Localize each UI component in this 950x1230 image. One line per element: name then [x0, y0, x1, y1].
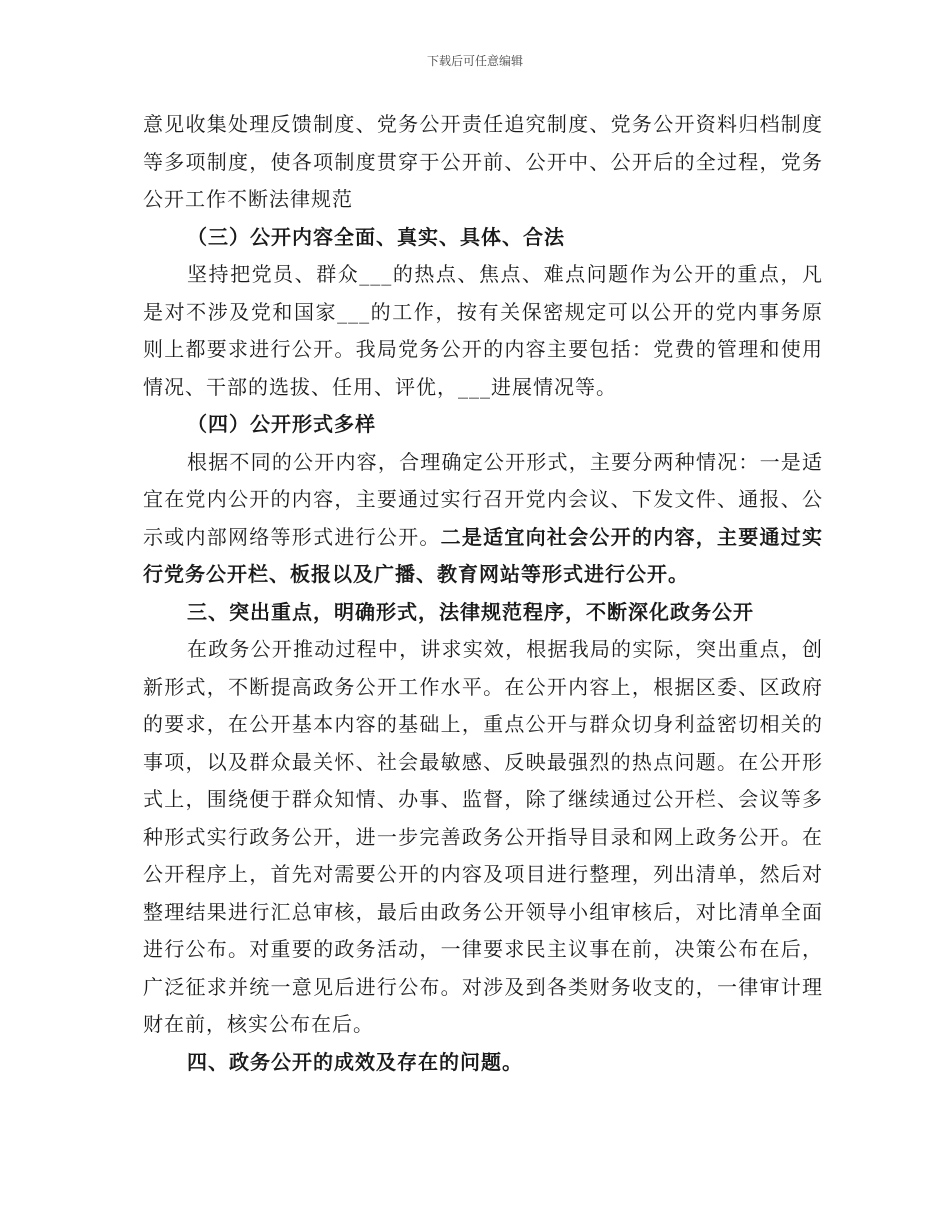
paragraph-content-scope: 坚持把党员、群众___的热点、焦点、难点问题作为公开的重点，凡是对不涉及党和国家___的工作，按有关保密规定可以公开的党内事务原则上都要求进行公开。我局党务公开的内容主要包括：党费的管理和使用情况、干部的选拔、任用、评优，___进展情况等。	[143, 262, 823, 399]
subheading-three: （三）公开内容全面、真实、具体、合法	[187, 224, 565, 249]
paragraph-forms	[143, 444, 823, 594]
subheading-four: （四）公开形式多样	[187, 412, 376, 436]
paragraph-government-affairs: 在政务公开推动过程中，讲求实效，根据我局的实际，突出重点，创新形式，不断提高政务公开工作水平。在公开内容上，根据区委、区政府的要求，在公开基本内容的基础上，重点公开与群众切身利益密切相关的事项，以及群众最关怀、社会最敏感、反映最强烈的热点问题。在公开形式上，围绕便于群众知情、办事、监督，除了继续通过公开栏、会议等多种形式实行政务公开，进一步完善政务公开指导目录和网上政务公开。在公开程序上，首先对需要公开的内容及项目进行整理，列出清单，然后对整理结果进行汇总审核，最后由政务公开领导小组审核后，对比清单全面进行公布。对重要的政务活动，一律要求民主议事在前，决策公布在后，广泛征求并统一意见后进行公布。对涉及到各类财务收支的，一律审计理财在前，核实公布在后。	[143, 637, 823, 1036]
section-heading-three: 三、突出重点，明确形式，法律规范程序，不断深化政务公开	[187, 599, 754, 624]
section-heading-four: 四、政务公开的成效及存在的问题。	[187, 1049, 523, 1074]
document-body	[143, 106, 823, 1081]
paragraph-forms-normal: 根据不同的公开内容，合理确定公开形式，主要分两种情况：一是适宜在党内公开的内容，主要通过实行召开党内会议、下发文件、通报、公示或内部网络等形式进行公开。	[143, 449, 823, 549]
paragraph-forms-bold: 二是适宜向社会公开的内容，主要通过实行党务公开栏、板报以及广播、教育网站等形式进行公开。	[143, 524, 824, 586]
page-header: 下载后可任意编辑	[426, 54, 523, 68]
paragraph-continued: 意见收集处理反馈制度、党务公开责任追究制度、党务公开资料归档制度等多项制度，使各项制度贯穿于公开前、公开中、公开后的全过程，党务公开工作不断法律规范	[143, 112, 823, 211]
